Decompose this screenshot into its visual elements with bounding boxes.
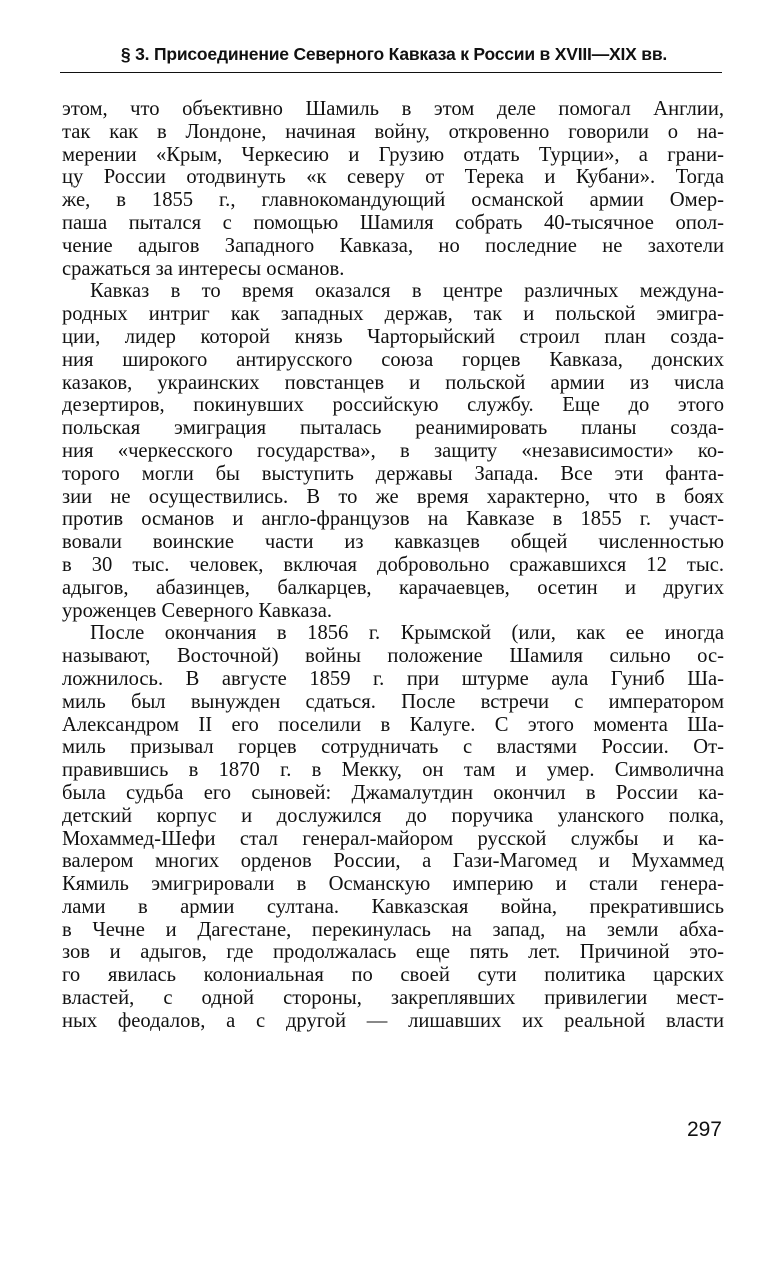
text-line: называют, Восточной) войны положение Шамиля сильно ос- — [62, 645, 724, 668]
header-rule — [60, 72, 722, 73]
text-line: против османов и англо-французов на Кавказе в 1855 г. участ- — [62, 508, 724, 531]
text-line: торого могли бы выступить державы Запада. Все эти фанта- — [62, 462, 724, 485]
paragraph — [62, 98, 724, 280]
running-head: § 3. Присоединение Северного Кавказа к России в XVIII—XIX вв. — [120, 44, 668, 64]
text-line: сражаться за интересы османов. — [62, 257, 345, 280]
text-line: в Чечне и Дагестане, перекинулась на запад, на земли абха- — [62, 918, 724, 941]
text-line: ния широкого антирусского союза горцев Кавказа, донских — [62, 348, 724, 371]
text-line: мерении «Крым, Черкесию и Грузию отдать Турции», а грани- — [62, 143, 724, 166]
text-line: Кавказ в то время оказался в центре различных междуна- — [90, 280, 724, 303]
text-line: паша пытался с помощью Шамиля собрать 40-тысячное опол- — [62, 211, 724, 234]
text-line: чение адыгов Западного Кавказа, но последние не захотели — [62, 234, 724, 257]
text-line: Александром II его поселили в Калуге. С этого момента Ша- — [62, 713, 724, 736]
text-line: ния «черкесского государства», в защиту «независимости» ко- — [62, 439, 724, 462]
text-line: детский корпус и дослужился до поручика уланского полка, — [62, 804, 724, 827]
text-line: так как в Лондоне, начиная войну, откровенно говорили о на- — [62, 120, 724, 143]
text-line: го явилась колониальная по своей сути политика царских — [62, 964, 724, 987]
text-line: После окончания в 1856 г. Крымской (или, как ее иногда — [90, 622, 724, 645]
text-line: дезертиров, покинувших российскую службу. Еще до этого — [62, 394, 724, 417]
text-line: вовали воинские части из кавказцев общей численностью — [62, 531, 724, 554]
text-line: зов и адыгов, где продолжалась еще пять лет. Причиной это- — [62, 941, 724, 964]
text-line: ции, лидер которой князь Чарторыйский строил план созда- — [62, 325, 724, 348]
text-line: родных интриг как западных держав, так и польской эмигра- — [62, 303, 724, 326]
text-line: ных феодалов, а с другой — лишавших их реальной власти — [62, 1009, 724, 1032]
text-line: адыгов, абазинцев, балкарцев, карачаевцев, осетин и других — [62, 576, 724, 599]
text-line: миль был вынужден сдаться. После встречи с императором — [62, 690, 724, 713]
text-line: лами в армии султана. Кавказская война, прекратившись — [62, 895, 724, 918]
text-line: Мохаммед-Шефи стал генерал-майором русской службы и ка- — [62, 827, 724, 850]
text-line: зии не осуществились. В то же время характерно, что в боях — [62, 485, 724, 508]
text-line: властей, с одной стороны, закреплявших привилегии мест- — [62, 987, 724, 1010]
text-line: валером многих орденов России, а Гази-Магомед и Мухаммед — [62, 850, 724, 873]
text-line: этом, что объективно Шамиль в этом деле помогал Англии, — [62, 98, 724, 120]
text-line: цу России отодвинуть «к северу от Терека и Кубани». Тогда — [62, 166, 724, 189]
page-number: 297 — [686, 1118, 722, 1141]
text-line: миль призывал горцев сотрудничать с властями России. От- — [62, 736, 724, 759]
text-line: же, в 1855 г., главнокомандующий османской армии Омер- — [62, 189, 724, 212]
text-line: польская эмиграция пыталась реанимировать планы созда- — [62, 417, 724, 440]
text-line: казаков, украинских повстанцев и польской армии из числа — [62, 371, 724, 394]
text-line: правившись в 1870 г. в Мекку, он там и умер. Символична — [62, 759, 724, 782]
body-text — [62, 98, 724, 1033]
paragraph — [62, 622, 724, 1032]
text-line: в 30 тыс. человек, включая добровольно сражавшихся 12 тыс. — [62, 553, 724, 576]
text-line: Кямиль эмигрировали в Османскую империю и стали генера- — [62, 873, 724, 896]
text-line: ложнилось. В августе 1859 г. при штурме аула Гуниб Ша- — [62, 667, 724, 690]
paragraph — [62, 280, 724, 622]
text-line: была судьба его сыновей: Джамалутдин окончил в России ка- — [62, 781, 724, 804]
text-line: уроженцев Северного Кавказа. — [62, 599, 332, 622]
